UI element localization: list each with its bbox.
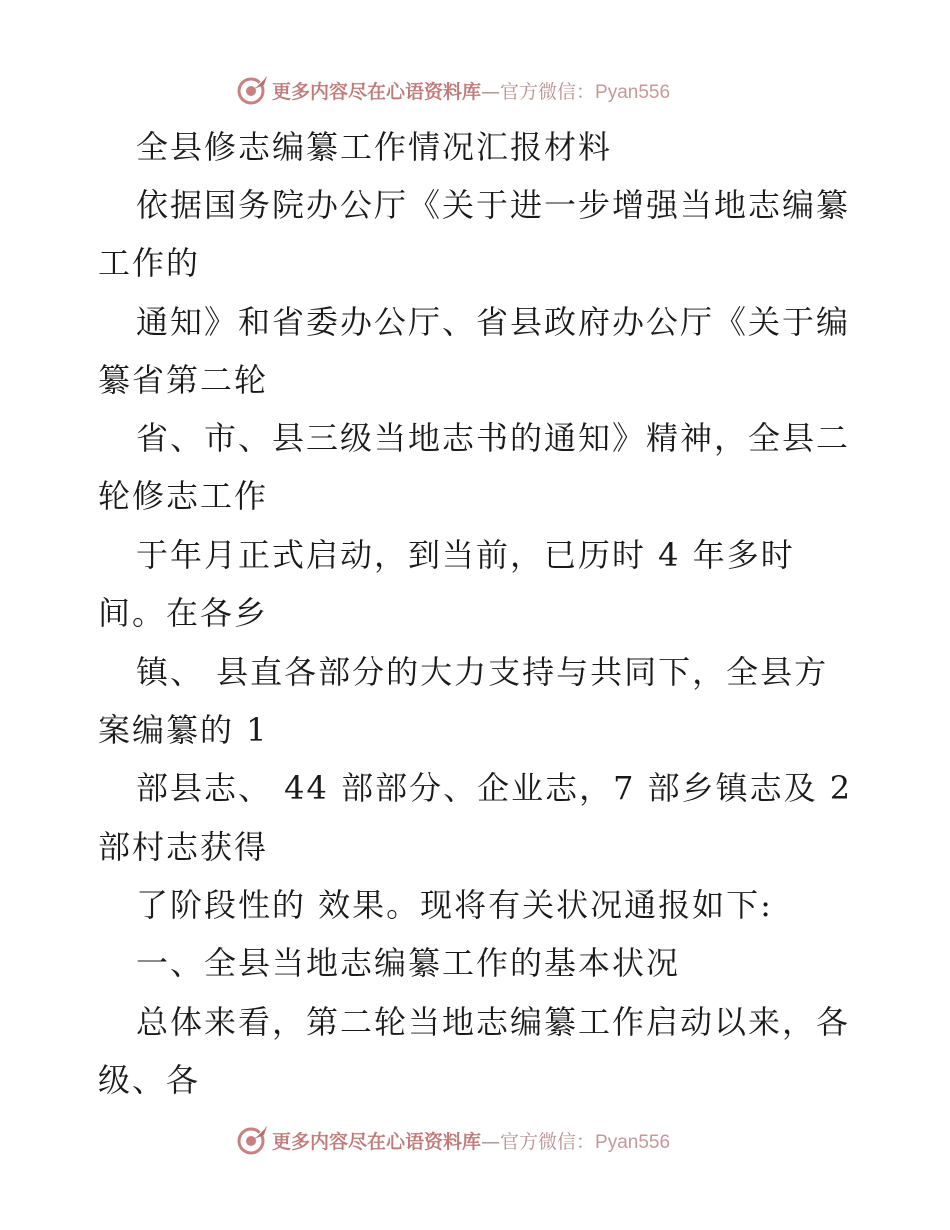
watermark-wechat-label: 官方微信： — [500, 1130, 596, 1153]
paragraph-line: 省、市、县三级当地志书的通知》精神，全县二 — [136, 419, 851, 457]
watermark-account: Pyan556 — [595, 81, 671, 103]
watermark-wechat-label: 官方微信： — [500, 80, 596, 103]
watermark-brand: 更多内容尽在心语资料库 — [272, 1130, 482, 1153]
paragraph-line: 纂省第二轮 — [98, 361, 269, 399]
paragraph-line: 级、各 — [98, 1061, 201, 1099]
paragraph-line: 部县志、 44 部部分、企业志，7 部乡镇志及 2 — [136, 769, 853, 807]
paragraph-line: 间。在各乡 — [98, 594, 269, 632]
paragraph-line: 通知》和省委办公厅、省县政府办公厅《关于编 — [136, 303, 851, 341]
paragraph-line: 了阶段性的 效果。现将有关状况通报如下: — [136, 886, 773, 924]
watermark-brand: 更多内容尽在心语资料库 — [272, 80, 482, 103]
paragraph-line: 案编纂的 1 — [98, 711, 269, 749]
section-heading: 一、全县当地志编纂工作的基本状况 — [136, 944, 681, 982]
quill-logo-icon — [236, 73, 270, 107]
paragraph-line: 工作的 — [98, 244, 201, 282]
document-title: 全县修志编纂工作情况汇报材料 — [136, 128, 613, 166]
paragraph-line: 于年月正式启动，到当前，已历时 4 年多时 — [136, 536, 795, 574]
watermark-banner-bottom — [0, 1120, 950, 1160]
watermark-banner-top — [0, 70, 950, 110]
watermark-separator: — — [481, 80, 501, 103]
paragraph-line: 依据国务院办公厅《关于进一步增强当地志编纂 — [136, 186, 851, 224]
paragraph-line: 部村志获得 — [98, 828, 269, 866]
paragraph-line: 总体来看，第二轮当地志编纂工作启动以来，各 — [136, 1003, 851, 1041]
watermark-separator: — — [481, 1130, 501, 1153]
watermark-account: Pyan556 — [595, 1131, 671, 1153]
paragraph-line: 轮修志工作 — [98, 477, 269, 515]
quill-logo-icon — [236, 1123, 270, 1157]
paragraph-line: 镇、 县直各部分的大力支持与共同下，全县方 — [136, 653, 829, 691]
